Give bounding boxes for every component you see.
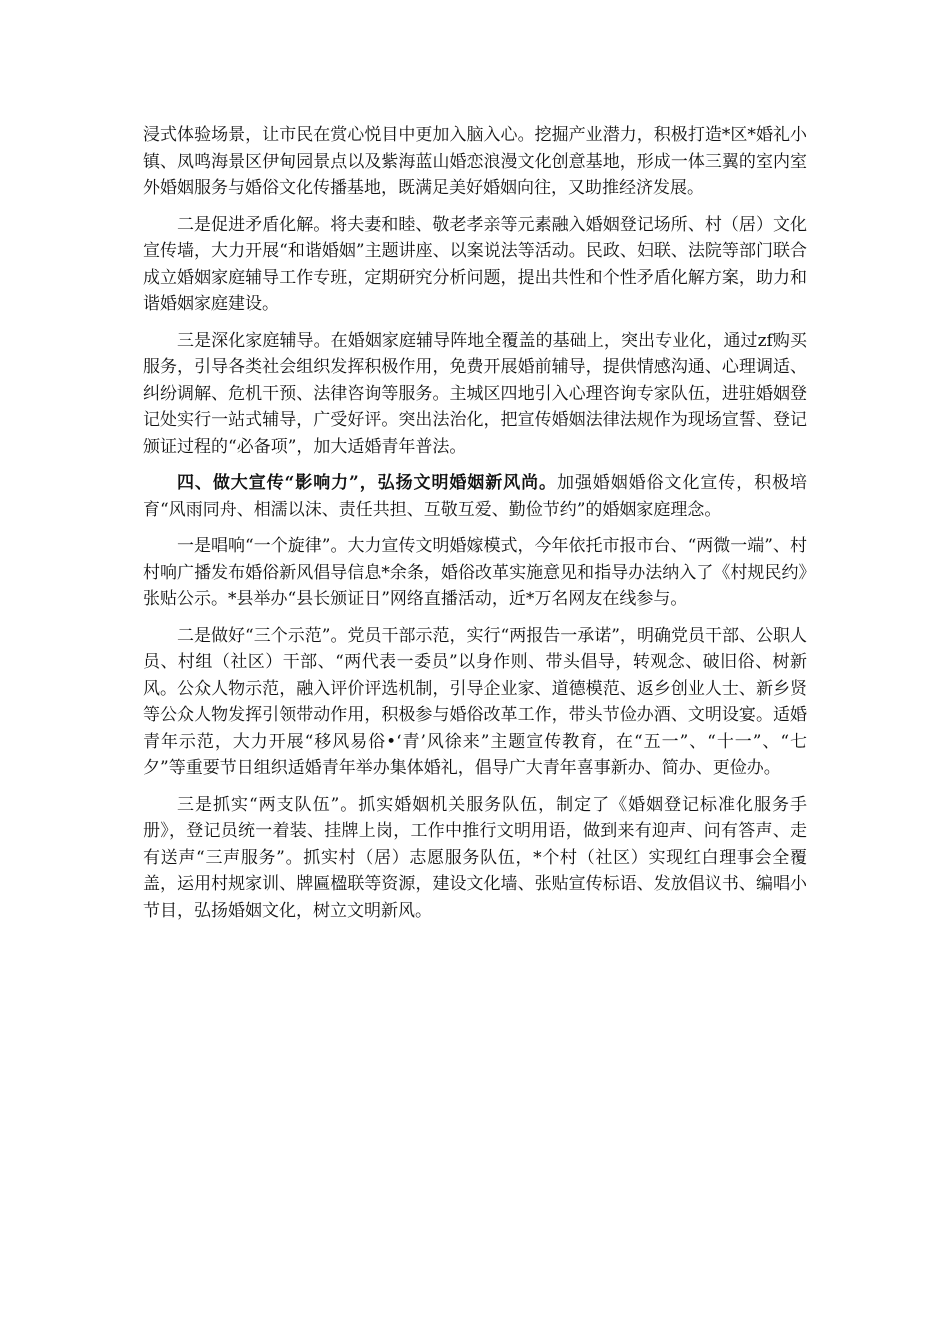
section-four-heading: 四、做大宣传“影响力”，弘扬文明婚姻新风尚。 — [177, 473, 557, 493]
paragraph-1-text: 浸式体验场景，让市民在赏心悦目中更加入脑入心。挖掘产业潜力，积极打造*区*婚礼小镇、凤鸣海景区伊甸园景点以及紫海蓝山婚恋浪漫文化创意基地，形成一体三翼的室内室外婚姻服务与婚俗文化传播基地，既满足美好婚姻向往，又助推经济发展。 — [143, 125, 807, 198]
paragraph-6 — [143, 623, 807, 782]
paragraph-5-text: 一是唱响“一个旋律”。大力宣传文明婚嫁模式，今年依托市报市台、“两微一端”、村村响广播发布婚俗新风倡导信息*余条，婚俗改革实施意见和指导办法纳入了《村规民约》张贴公示。*县举办“县长颁证日”网络直播活动，近*万名网友在线参与。 — [143, 536, 807, 609]
paragraph-3 — [143, 328, 807, 461]
paragraph-5 — [143, 533, 807, 613]
section-four-intro-text: 加强婚姻婚俗文化宣传，积极培育“风雨同舟、相濡以沫、责任共担、互敬互爱、勤俭节约”的婚姻家庭理念。 — [143, 473, 808, 520]
paragraph-7-text: 三是抓实“两支队伍”。抓实婚姻机关服务队伍，制定了《婚姻登记标准化服务手册》，登记员统一着装、挂牌上岗，工作中推行文明用语，做到来有迎声、问有答声、走有送声“三声服务”。抓实村（居）志愿服务队伍，*个村（社区）实现红白理事会全覆盖，运用村规家训、牌匾楹联等资源，建设文化墙、张贴宣传标语、发放倡议书、编唱小节目，弘扬婚姻文化，树立文明新风。 — [143, 794, 807, 921]
paragraph-3-text: 三是深化家庭辅导。在婚姻家庭辅导阵地全覆盖的基础上，突出专业化，通过zf购买服务，引导各类社会组织发挥积极作用，免费开展婚前辅导，提供情感沟通、心理调适、纠纷调解、危机干预、法律咨询等服务。主城区四地引入心理咨询专家队伍，进驻婚姻登记处实行一站式辅导，广受好评。突出法治化，把宣传婚姻法律法规作为现场宣誓、登记颁证过程的“必备项”，加大适婚青年普法。 — [143, 330, 807, 457]
paragraph-6-text: 二是做好“三个示范”。党员干部示范，实行“两报告一承诺”，明确党员干部、公职人员、村组（社区）干部、“两代表一委员”以身作则、带头倡导，转观念、破旧俗、树新风。公众人物示范，融入评价评选机制，引导企业家、道德模范、返乡创业人士、新乡贤等公众人物发挥引领带动作用，积极参与婚俗改革工作，带头节俭办酒、文明设宴。适婚青年示范，大力开展“移风易俗•‘青’风徐来”主题宣传教育，在“五一”、“十一”、“七夕”等重要节日组织适婚青年举办集体婚礼，倡导广大青年喜事新办、简办、更俭办。 — [143, 625, 807, 778]
paragraph-2-text: 二是促进矛盾化解。将夫妻和睦、敬老孝亲等元素融入婚姻登记场所、村（居）文化宣传墙，大力开展“和谐婚姻”主题讲座、以案说法等活动。民政、妇联、法院等部门联合成立婚姻家庭辅导工作专班，定期研究分析问题，提出共性和个性矛盾化解方案，助力和谐婚姻家庭建设。 — [143, 214, 807, 314]
document-body — [143, 122, 807, 934]
section-four-heading-paragraph — [143, 470, 807, 523]
paragraph-7 — [143, 792, 807, 925]
paragraph-2 — [143, 212, 807, 318]
paragraph-1 — [143, 122, 807, 202]
